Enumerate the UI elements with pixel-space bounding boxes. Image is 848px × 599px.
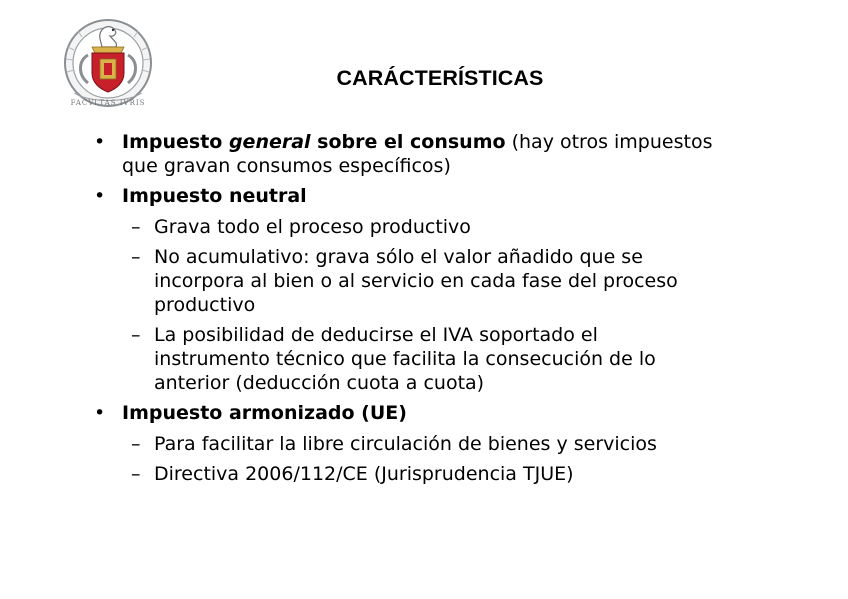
bullet-3-label: Impuesto armonizado (UE) (122, 402, 407, 424)
svg-text:FACVLTAS IVRIS: FACVLTAS IVRIS (70, 99, 146, 107)
subitem-2-3-line-2: instrumento técnico que facilita la consecución de lo (154, 348, 656, 370)
subitem-2-2-line-3: productivo (154, 294, 256, 316)
subitem-2-2-line-2: incorpora al bien o al servicio en cada fase del proceso (154, 270, 678, 292)
bullet-marker: • (94, 131, 106, 153)
dash-marker: – (131, 433, 141, 455)
subitem-2-3-line-3: anterior (deducción cuota a cuota) (154, 372, 485, 394)
slide-title: CARÁCTERÍSTICAS (336, 66, 544, 90)
dash-marker: – (131, 324, 141, 346)
dash-marker: – (131, 216, 141, 238)
bullet-marker: • (94, 402, 106, 424)
dash-marker: – (131, 463, 141, 485)
bullet-1-normal-text: (hay otros impuestos (505, 131, 713, 153)
subitem-3-1-line-1: Para facilitar la libre circulación de bienes y servicios (154, 433, 657, 455)
subitem-2-2-line-1: No acumulativo: grava sólo el valor añadido que se (154, 246, 643, 268)
bullet-1-bold-text-2: sobre el consumo (310, 131, 506, 153)
dash-marker: – (131, 246, 141, 268)
subitem-2-3-line-1: La posibilidad de deducirse el IVA soportado el (154, 324, 598, 346)
subitem-3-2-line-1: Directiva 2006/112/CE (Jurisprudencia TJUE) (154, 463, 574, 485)
bullet-1-italic-text: general (228, 131, 311, 153)
bullet-1-bold-text: Impuesto (122, 131, 229, 153)
bullet-1-line-1 (122, 130, 712, 154)
bullet-2-label: Impuesto neutral (122, 185, 307, 207)
bullet-1-line-2: que gravan consumos específicos) (122, 155, 451, 177)
subitem-2-1-line-1: Grava todo el proceso productivo (154, 216, 471, 238)
bullet-marker: • (94, 185, 106, 207)
